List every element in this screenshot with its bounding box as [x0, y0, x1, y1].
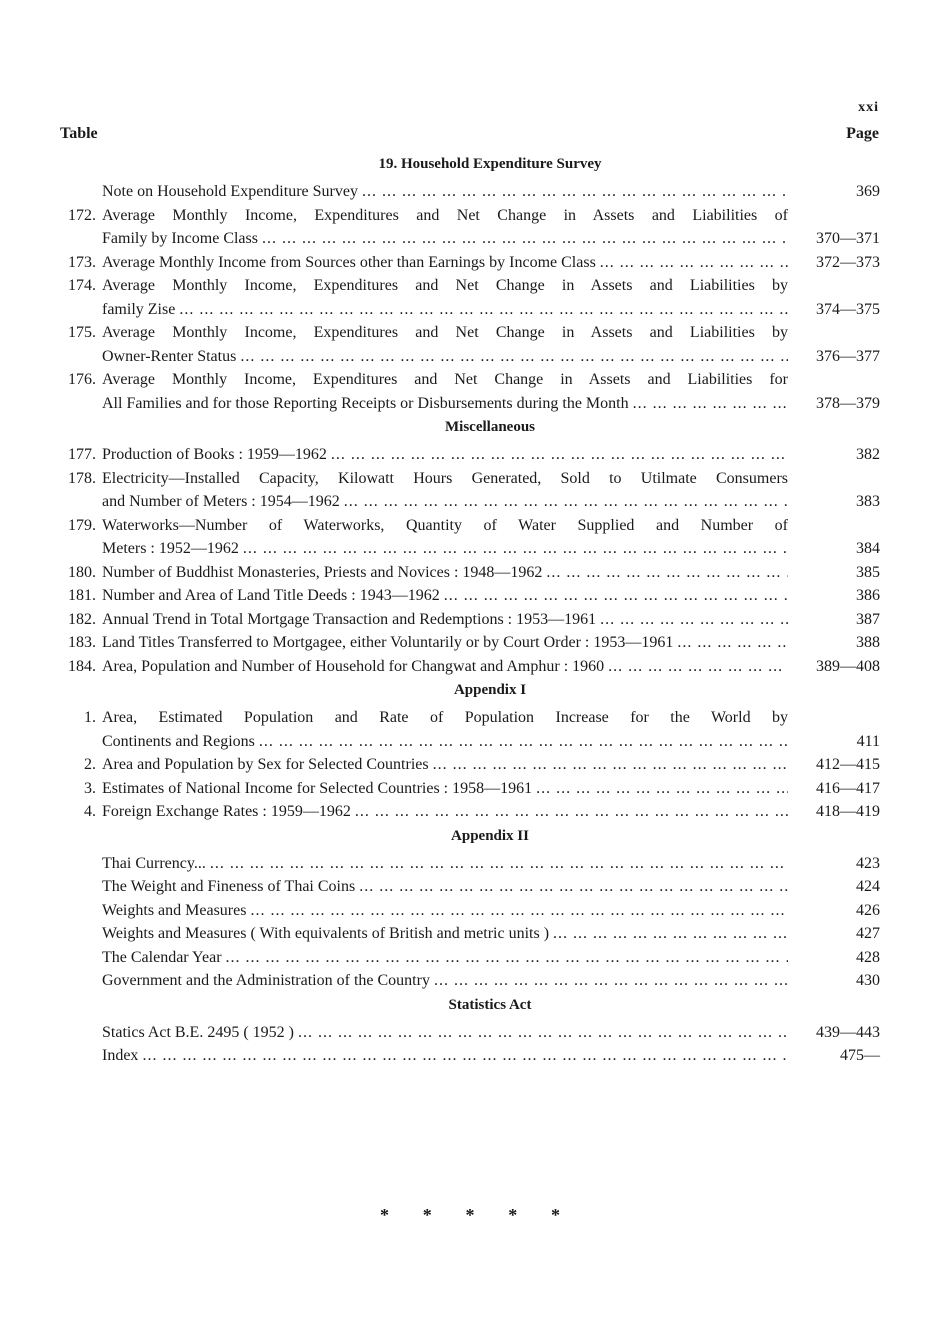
section-heading: Statistics Act: [448, 996, 532, 1013]
dot-leader: [175, 298, 788, 322]
dot-leader: [596, 608, 788, 632]
entry-title: Electricity—Installed Capacity, Kilowatt Hours Generated, Sold to Utilmate Consumers: [102, 469, 788, 487]
entry-page-number: 475—: [840, 1047, 880, 1064]
entry-page-number: 418—419: [816, 803, 880, 820]
entry-title: Weights and Measures ( With equivalents of British and metric units ): [102, 925, 550, 942]
entry-title: Thai Currency...: [102, 854, 206, 872]
dot-leader: [358, 180, 788, 204]
toc-entry: [60, 180, 880, 204]
dot-leader: [542, 561, 788, 585]
entry-page-number: 428: [856, 948, 880, 966]
entry-title: Area and Population by Sex for Selected Countries: [102, 756, 429, 773]
dot-leader: [340, 490, 788, 514]
entry-page-number: 388: [856, 634, 880, 651]
entry-title: Number and Area of Land Title Deeds : 1943—1962: [102, 587, 440, 604]
dot-leader: [604, 655, 788, 679]
entry-page-number: 423: [856, 854, 880, 872]
entry-title: All Families and for those Reporting Receipts or Disbursements during the Month: [102, 394, 629, 412]
entry-number: 181.: [68, 587, 96, 604]
dot-leader: [549, 922, 788, 946]
entry-page-number: 427: [856, 925, 880, 942]
entry-number: 4.: [84, 803, 96, 820]
entry-title: Production of Books : 1959—1962: [102, 446, 327, 463]
toc-entry: [60, 274, 880, 321]
dot-leader: [327, 443, 788, 467]
entry-number: 172.: [68, 206, 96, 224]
entry-title: Average Monthly Income, Expenditures and Net Change in Assets and Liabilities by: [102, 277, 788, 294]
star-ornament: *: [422, 1205, 432, 1225]
entry-title: Waterworks—Number of Waterworks, Quantity of Water Supplied and Number of: [102, 516, 788, 534]
entry-title: The Calendar Year: [102, 948, 222, 966]
entry-page-number: 439—443: [816, 1023, 880, 1041]
entry-title: Area, Estimated Population and Rate of Population Increase for the World by: [102, 709, 788, 726]
toc-entry: [60, 321, 880, 368]
toc-entry: [60, 922, 880, 946]
entry-page-number: 430: [856, 972, 880, 989]
toc-entry: [60, 1021, 880, 1045]
dot-leader: [532, 777, 788, 801]
section-heading: Appendix II: [451, 827, 529, 844]
entry-page-number: 389—408: [816, 657, 880, 675]
entry-title: Land Titles Transferred to Mortgagee, either Voluntarily or by Court Order : 1953—1961: [102, 634, 674, 651]
entry-page-number: 412—415: [816, 756, 880, 773]
dot-leader: [629, 392, 788, 416]
toc-entry: [60, 584, 880, 608]
entry-page-number: 386: [856, 587, 880, 604]
entry-page-number: 374—375: [816, 300, 880, 318]
toc-entry: [60, 852, 880, 876]
dot-leader: [255, 730, 788, 754]
toc-entry: [60, 899, 880, 923]
dot-leader: [355, 875, 788, 899]
entry-number: 182.: [68, 610, 96, 628]
toc-entry: [60, 631, 880, 655]
toc-entry: [60, 204, 880, 251]
toc-entry: [60, 800, 880, 824]
toc-entry: [60, 467, 880, 514]
entry-page-number: 372—373: [816, 253, 880, 271]
entry-page-number: 424: [856, 878, 880, 895]
entry-page-number: 383: [856, 493, 880, 510]
toc-entry: [60, 875, 880, 899]
toc-entry: [60, 443, 880, 467]
table-column-heading: Table: [60, 125, 98, 142]
entry-title: Average Monthly Income from Sources other than Earnings by Income Class: [102, 253, 596, 271]
toc-entry: [60, 753, 880, 777]
dot-leader: [239, 537, 788, 561]
entry-title: Area, Population and Number of Household for Changwat and Amphur : 1960: [102, 657, 605, 675]
toc-entry: [60, 608, 880, 632]
entry-title: Government and the Administration of the Country: [102, 972, 430, 989]
dot-leader: [206, 852, 788, 876]
entry-title: Continents and Regions: [102, 732, 255, 750]
toc-entry: [60, 655, 880, 679]
footer-ornament: [380, 1205, 560, 1226]
dot-leader: [440, 584, 788, 608]
entry-title: Owner-Renter Status: [102, 347, 237, 365]
section-heading: 19. Household Expenditure Survey: [378, 156, 602, 172]
entry-title: Annual Trend in Total Mortgage Transaction and Redemptions : 1953—1961: [102, 610, 597, 628]
entry-page-number: 376—377: [816, 347, 880, 365]
entry-number: 180.: [68, 563, 96, 581]
entry-page-number: 384: [856, 540, 880, 557]
dot-leader: [294, 1021, 788, 1045]
entry-number: 175.: [68, 324, 96, 341]
dot-leader: [258, 227, 788, 251]
toc-entry: [60, 561, 880, 585]
entry-page-number: 385: [856, 563, 880, 581]
entry-title: Average Monthly Income, Expenditures and Net Change in Assets and Liabilities of: [102, 206, 788, 224]
toc-entry: [60, 368, 880, 415]
entry-title: Note on Household Expenditure Survey: [102, 183, 358, 200]
entry-title: Foreign Exchange Rates : 1959—1962: [102, 803, 351, 820]
star-ornament: *: [465, 1205, 475, 1225]
dot-leader: [673, 631, 788, 655]
star-ornament: *: [380, 1205, 389, 1225]
entry-page-number: 378—379: [816, 394, 880, 412]
entry-number: 177.: [68, 446, 96, 463]
entry-number: 176.: [68, 371, 96, 388]
entry-title: Index: [102, 1047, 139, 1064]
page-number-roman: xxi: [858, 100, 879, 115]
entry-title: Weights and Measures: [102, 901, 247, 919]
entry-title: and Number of Meters : 1954—1962: [102, 493, 340, 510]
star-ornament: *: [551, 1205, 560, 1225]
toc-entry: [60, 946, 880, 970]
entry-page-number: 411: [856, 732, 880, 750]
entry-number: 174.: [68, 277, 96, 294]
entry-title: Family by Income Class: [102, 230, 258, 247]
entry-page-number: 387: [856, 610, 880, 628]
page-column-heading: Page: [846, 125, 879, 142]
star-ornament: *: [508, 1205, 518, 1225]
dot-leader: [430, 969, 788, 993]
entry-number: 178.: [68, 469, 96, 487]
entry-title: Meters : 1952—1962: [102, 540, 239, 557]
entry-number: 183.: [68, 634, 96, 651]
entry-number: 2.: [84, 756, 96, 773]
toc-entry: [60, 777, 880, 801]
section-heading: Miscellaneous: [445, 419, 535, 435]
toc-entry: [60, 969, 880, 993]
toc-entry: [60, 706, 880, 753]
dot-leader: [429, 753, 788, 777]
entry-number: 173.: [68, 253, 96, 271]
entry-page-number: 426: [856, 901, 880, 919]
entry-title: Average Monthly Income, Expenditures and Net Change in Assets and Liabilities for: [102, 371, 788, 388]
toc-entry: [60, 1044, 880, 1068]
toc-entry: [60, 251, 880, 275]
entry-number: 3.: [84, 779, 96, 797]
entry-page-number: 382: [856, 446, 880, 463]
dot-leader: [222, 946, 788, 970]
entry-page-number: 369: [856, 183, 880, 200]
dot-leader: [246, 899, 788, 923]
entry-title: The Weight and Fineness of Thai Coins: [102, 878, 356, 895]
entry-title: Average Monthly Income, Expenditures and Net Change in Assets and Liabilities by: [102, 324, 788, 341]
entry-title: Number of Buddhist Monasteries, Priests and Novices : 1948—1962: [102, 563, 543, 581]
entry-title: Statics Act B.E. 2495 ( 1952 ): [102, 1023, 294, 1041]
entry-page-number: 416—417: [816, 779, 880, 797]
entry-title: Estimates of National Income for Selected Countries : 1958—1961: [102, 779, 533, 797]
dot-leader: [236, 345, 788, 369]
entry-number: 179.: [68, 516, 96, 534]
table-of-contents: [60, 152, 880, 1068]
entry-number: 1.: [84, 709, 96, 726]
toc-entry: [60, 514, 880, 561]
dot-leader: [138, 1044, 788, 1068]
dot-leader: [351, 800, 788, 824]
entry-number: 184.: [68, 657, 96, 675]
dot-leader: [596, 251, 788, 275]
entry-title: family Zise: [102, 300, 176, 318]
entry-page-number: 370—371: [816, 230, 880, 247]
section-heading: Appendix I: [453, 682, 527, 698]
